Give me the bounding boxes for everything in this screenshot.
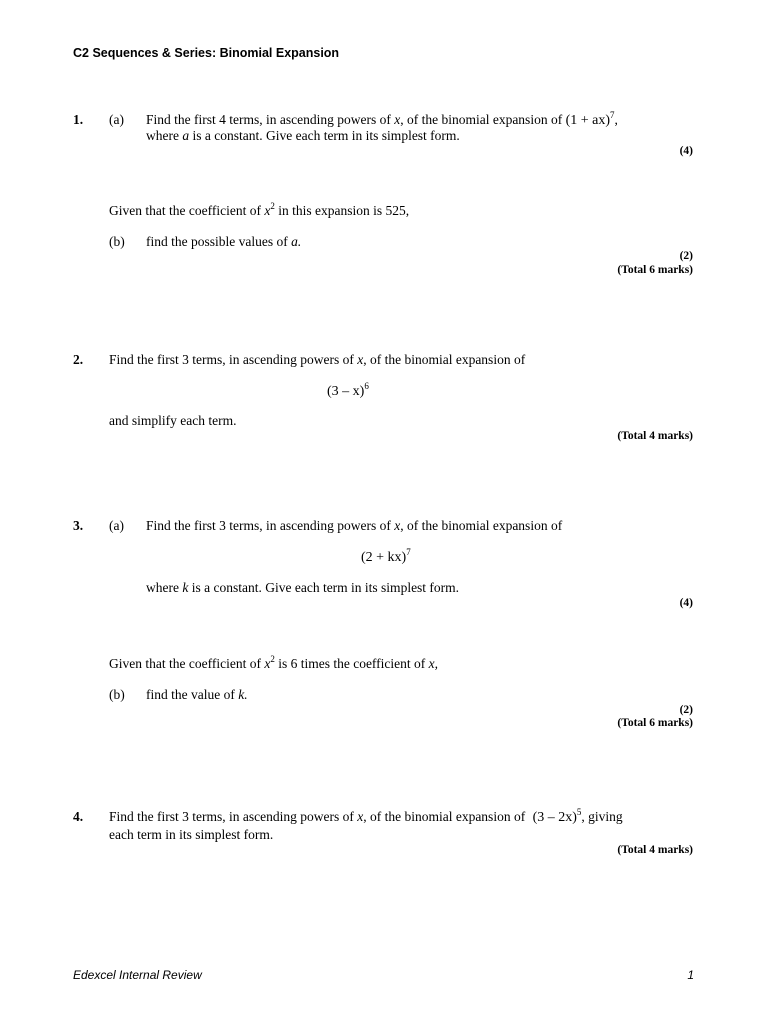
q3-part-b-label: (b) (109, 687, 125, 702)
q3-given: Given that the coefficient of $x^2$ is 6 times the coefficient of x, (109, 654, 439, 671)
q4-total-marks: (Total 4 marks) (617, 844, 693, 856)
q3-part-b-marks: (2) (679, 704, 693, 716)
q1-variable: x (394, 112, 401, 127)
q2-total-marks: (Total 4 marks) (617, 430, 693, 442)
q3-part-a-marks: (4) (679, 597, 693, 609)
page-title: C2 Sequences & Series: Binomial Expansion (73, 46, 340, 60)
q1-part-a-line1: Find the first 4 terms, in ascending powers of x, of the binomial expansion of (1 + ax)$^7$, (146, 110, 618, 128)
q1-part-b-label: (b) (109, 234, 125, 249)
q2-line1: Find the first 3 terms, in ascending powers of x, of the binomial expansion of (109, 352, 526, 367)
q1-part-a-line2: where a is a constant. Give each term in its simplest form. (146, 128, 460, 143)
question-4-number: 4. (73, 809, 84, 824)
q1-part-a-label: (a) (109, 112, 124, 127)
q2-line2: and simplify each term. (109, 413, 237, 428)
q3-line1: Find the first 3 terms, in ascending powers of x, of the binomial expansion of (146, 518, 563, 533)
q1-total-marks: (Total 6 marks) (617, 264, 693, 276)
question-1-number: 1. (73, 112, 84, 127)
footer-source: Edexcel Internal Review (73, 968, 202, 982)
q3-part-b-text: find the value of k. (146, 687, 248, 702)
q1-part-b-text: find the possible values of a. (146, 234, 302, 249)
q3-line2: where k is a constant. Give each term in its simplest form. (146, 580, 460, 595)
q1-text: Find the first 4 terms, in ascending powers of (146, 112, 391, 127)
page-number: 1 (687, 968, 694, 982)
q4-expression: (3 – 2x)$^5$ (532, 807, 582, 825)
q1-part-b-marks: (2) (679, 250, 693, 262)
question-3-number: 3. (73, 518, 84, 533)
q4-line2: each term in its simplest form. (109, 827, 274, 842)
q1-given: Given that the coefficient of $x^2$ in this expansion is 525, (109, 201, 410, 218)
q3-expression: (2 + kx)$^7$ (361, 547, 411, 565)
q3-part-a-label: (a) (109, 518, 124, 533)
q2-expression: (3 – x)$^6$ (327, 381, 369, 399)
q1-text: , of the binomial expansion of (400, 112, 563, 127)
q3-total-marks: (Total 6 marks) (617, 717, 693, 729)
q4-line1: Find the first 3 terms, in ascending powers of x, of the binomial expansion of (3 – 2x)$^5$, giving (109, 807, 623, 825)
question-2-number: 2. (73, 352, 84, 367)
q1-expression: (1 + ax)$^7$ (565, 110, 615, 128)
q1-part-a-marks: (4) (679, 145, 693, 157)
